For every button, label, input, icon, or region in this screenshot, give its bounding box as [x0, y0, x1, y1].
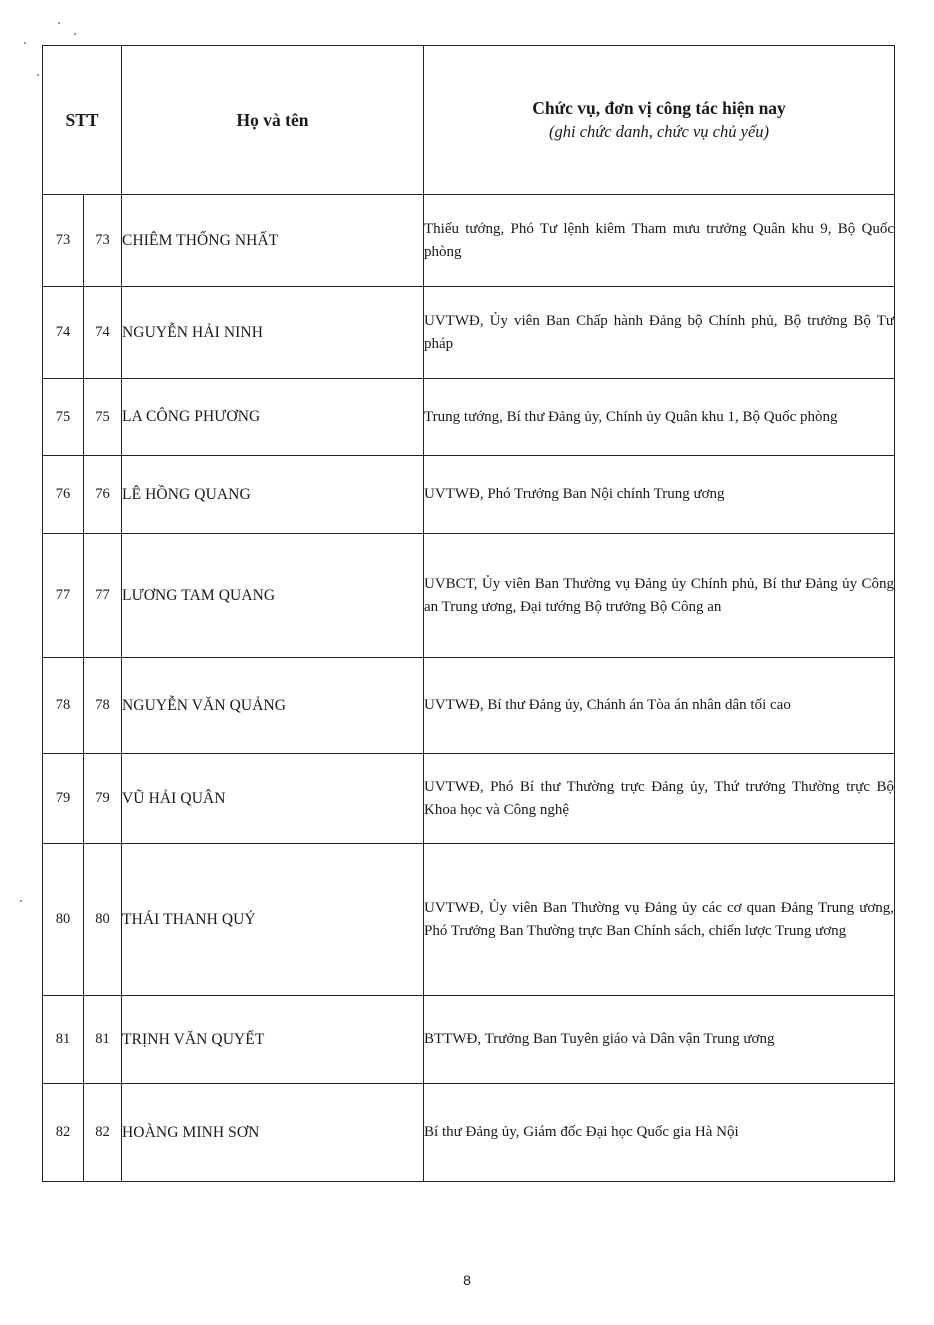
table-row [43, 379, 895, 456]
scan-speck [37, 74, 39, 76]
header-stt: STT [43, 46, 122, 195]
row-position: UVBCT, Ủy viên Ban Thường vụ Đảng ủy Chính phủ, Bí thư Đảng ủy Công an Trung ương, Đại tướng Bộ trưởng Bộ Công an [424, 534, 895, 658]
row-position: UVTWĐ, Ủy viên Ban Thường vụ Đảng ủy các cơ quan Đảng Trung ương, Phó Trưởng Ban Thường trực Ban Chính sách, chiến lược Trung ương [424, 844, 895, 996]
row-name: LA CÔNG PHƯƠNG [122, 379, 424, 456]
row-stt: 74 [43, 287, 84, 379]
table-row [43, 456, 895, 534]
table-row [43, 195, 895, 287]
row-order: 75 [84, 379, 122, 456]
row-name: VŨ HẢI QUÂN [122, 754, 424, 844]
row-order: 74 [84, 287, 122, 379]
table-row [43, 996, 895, 1084]
row-stt: 73 [43, 195, 84, 287]
row-stt: 79 [43, 754, 84, 844]
header-position-note: (ghi chức danh, chức vụ chủ yếu) [548, 121, 770, 141]
row-name: NGUYỄN HẢI NINH [122, 287, 424, 379]
row-order: 78 [84, 658, 122, 754]
row-position: UVTWĐ, Ủy viên Ban Chấp hành Đảng bộ Chính phủ, Bộ trưởng Bộ Tư pháp [424, 287, 895, 379]
row-stt: 77 [43, 534, 84, 658]
row-stt: 76 [43, 456, 84, 534]
table-row [43, 1084, 895, 1182]
table-row [43, 534, 895, 658]
row-order: 79 [84, 754, 122, 844]
row-order: 73 [84, 195, 122, 287]
row-stt: 81 [43, 996, 84, 1084]
table-row [43, 287, 895, 379]
row-name: CHIÊM THỐNG NHẤT [122, 195, 424, 287]
table-header-row [43, 46, 895, 195]
row-position: UVTWĐ, Bí thư Đảng ủy, Chánh án Tòa án nhân dân tối cao [424, 658, 895, 754]
header-position [424, 46, 895, 195]
table-row [43, 658, 895, 754]
row-position: UVTWĐ, Phó Trưởng Ban Nội chính Trung ương [424, 456, 895, 534]
row-order: 81 [84, 996, 122, 1084]
row-position: BTTWĐ, Trưởng Ban Tuyên giáo và Dân vận Trung ương [424, 996, 895, 1084]
scan-speck [74, 33, 76, 35]
row-stt: 75 [43, 379, 84, 456]
scan-speck [58, 22, 60, 24]
row-stt: 80 [43, 844, 84, 996]
header-position-title: Chức vụ, đơn vị công tác hiện nay [532, 98, 786, 119]
row-name: LÊ HỒNG QUANG [122, 456, 424, 534]
row-position: Thiếu tướng, Phó Tư lệnh kiêm Tham mưu trưởng Quân khu 9, Bộ Quốc phòng [424, 195, 895, 287]
page-number: 8 [463, 1272, 471, 1288]
row-name: NGUYỄN VĂN QUẢNG [122, 658, 424, 754]
row-position: UVTWĐ, Phó Bí thư Thường trực Đảng ủy, Thứ trưởng Thường trực Bộ Khoa học và Công nghệ [424, 754, 895, 844]
personnel-table [42, 45, 895, 1182]
scan-speck [24, 42, 26, 44]
row-name: TRỊNH VĂN QUYẾT [122, 996, 424, 1084]
scan-speck [20, 900, 22, 902]
row-stt: 78 [43, 658, 84, 754]
row-name: LƯƠNG TAM QUANG [122, 534, 424, 658]
table-row [43, 844, 895, 996]
table-row [43, 754, 895, 844]
row-order: 82 [84, 1084, 122, 1182]
row-name: HOÀNG MINH SƠN [122, 1084, 424, 1182]
row-stt: 82 [43, 1084, 84, 1182]
row-position: Trung tướng, Bí thư Đảng ủy, Chính ủy Quân khu 1, Bộ Quốc phòng [424, 379, 895, 456]
row-name: THÁI THANH QUÝ [122, 844, 424, 996]
row-position: Bí thư Đảng ủy, Giám đốc Đại học Quốc gia Hà Nội [424, 1084, 895, 1182]
row-order: 77 [84, 534, 122, 658]
row-order: 76 [84, 456, 122, 534]
row-order: 80 [84, 844, 122, 996]
header-name: Họ và tên [122, 46, 424, 195]
